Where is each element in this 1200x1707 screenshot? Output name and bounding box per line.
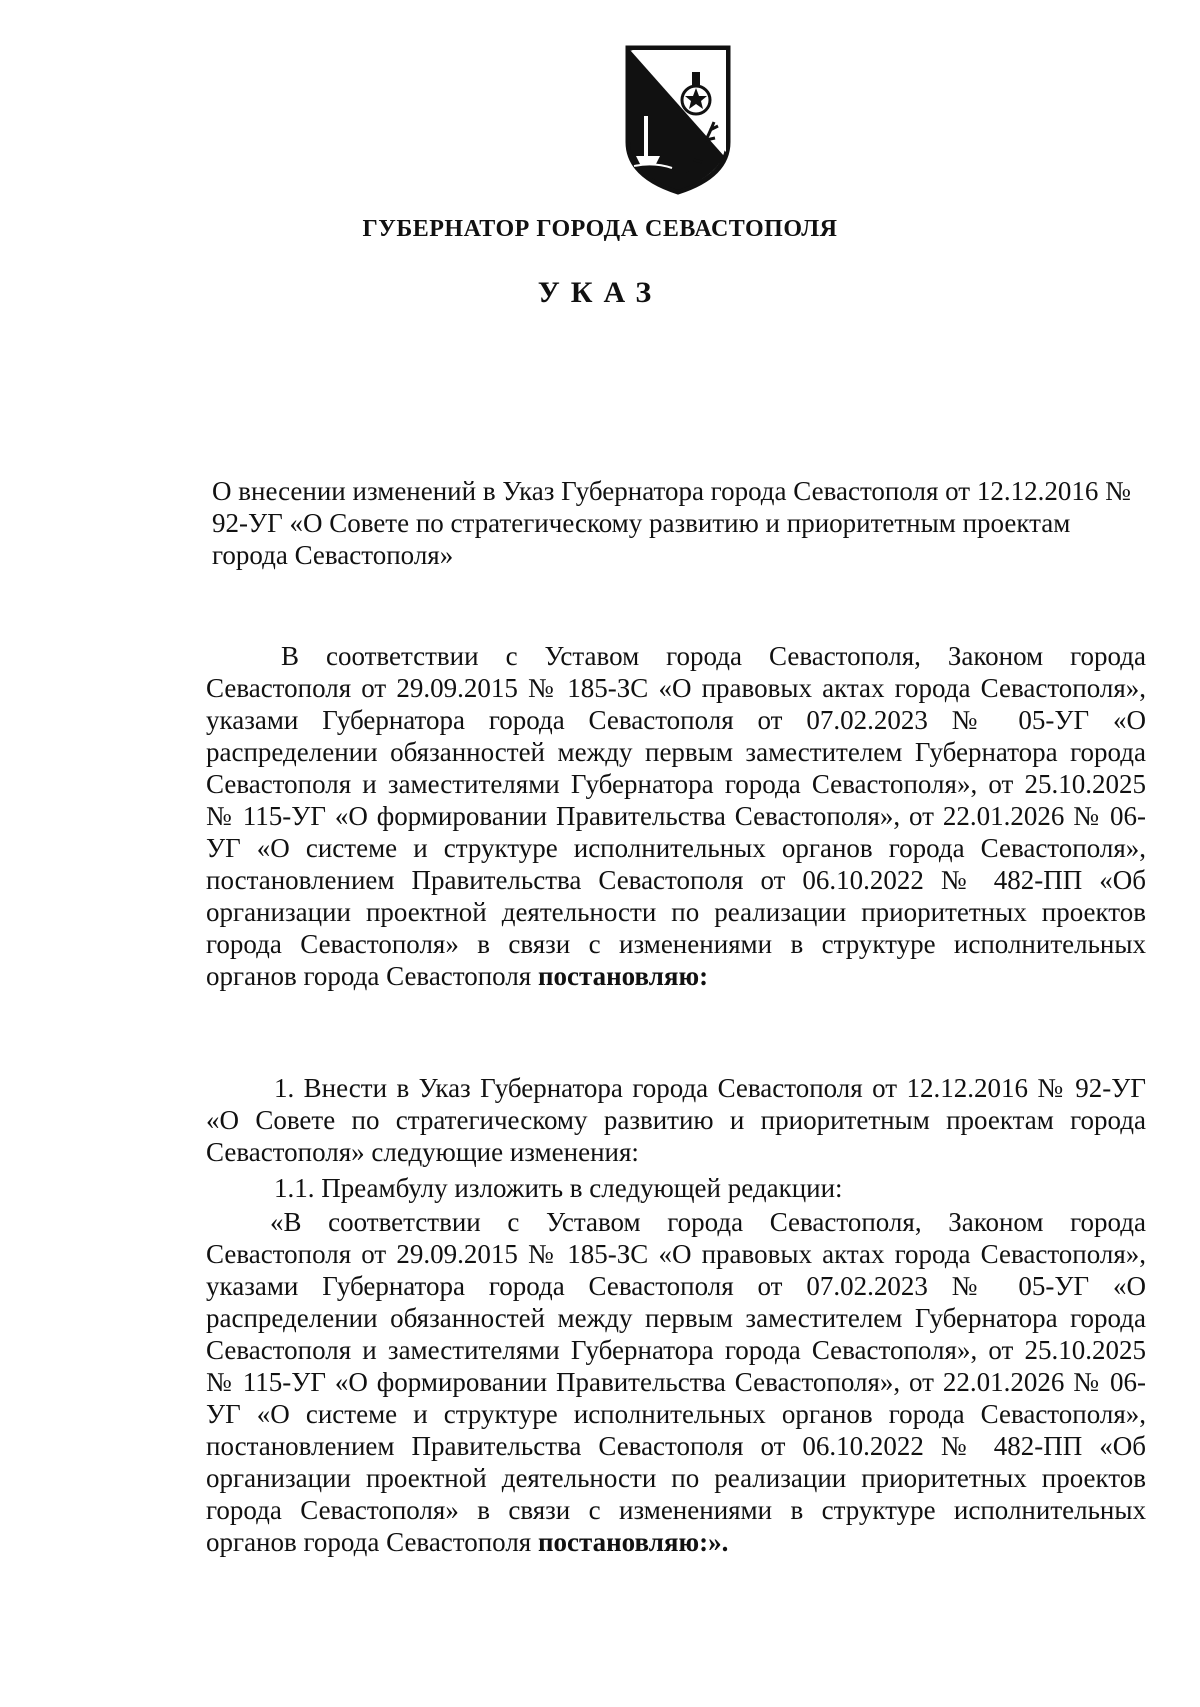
preamble-paragraph: [206, 640, 1146, 992]
quoted-preamble-paragraph: [206, 1206, 1146, 1558]
quoted-decision-word: постановляю:».: [537, 1527, 729, 1557]
item-1-paragraph: 1. Внести в Указ Губернатора города Севастополя от 12.12.2016 № 92-УГ «О Совете по стратегическому развитию и приоритетным проектам города Севастополя» следующие изменения:: [206, 1073, 1146, 1167]
decision-word: постановляю:: [537, 961, 709, 991]
document-type: УКАЗ: [537, 276, 663, 309]
preamble-text: В соответствии с Уставом города Севастополя, Законом города Севастополя от 29.09.2015 № 185-ЗС «О правовых актах города Севастополя», указами Губернатора города Севастополя от 07.02.2023 № 05-УГ «О распределении обязанностей между первым заместителем Губернатора города Севастополя и заместителями Губернатора города Севастополя», от 25.10.2025 № 115-УГ «О формировании Правительства Севастополя», от 22.01.2026 № 06-УГ «О системе и структуре исполнительных органов города Севастополя», постановлением Правительства Севастополя от 06.10.2022 № 482-ПП «Об организации проектной деятельности по реализации приоритетных проектов города Севастополя» в связи с изменениями в структуре исполнительных органов города Севастополя: [206, 641, 1146, 991]
quoted-preamble-text: «В соответствии с Уставом города Севастополя, Законом города Севастополя от 29.09.2015 № 185-ЗС «О правовых актах города Севастополя», указами Губернатора города Севастополя от 07.02.2023 № 05-УГ «О распределении обязанностей между первым заместителем Губернатора города Севастополя и заместителями Губернатора города Севастополя», от 25.10.2025 № 115-УГ «О формировании Правительства Севастополя», от 22.01.2026 № 06-УГ «О системе и структуре исполнительных органов города Севастополя», постановлением Правительства Севастополя от 06.10.2022 № 482-ПП «Об организации проектной деятельности по реализации приоритетных проектов города Севастополя» в связи с изменениями в структуре исполнительных органов города Севастополя: [206, 1207, 1146, 1557]
item-1-1-paragraph: 1.1. Преамбулу изложить в следующей редакции:: [274, 1173, 843, 1203]
coat-of-arms-icon: [620, 44, 736, 196]
document-subject: О внесении изменений в Указ Губернатора города Севастополя от 12.12.2016 № 92-УГ «О Совете по стратегическому развитию и приоритетным проектам города Севастополя»: [212, 476, 1131, 570]
issuing-authority: ГУБЕРНАТОР ГОРОДА СЕВАСТОПОЛЯ: [362, 216, 838, 242]
